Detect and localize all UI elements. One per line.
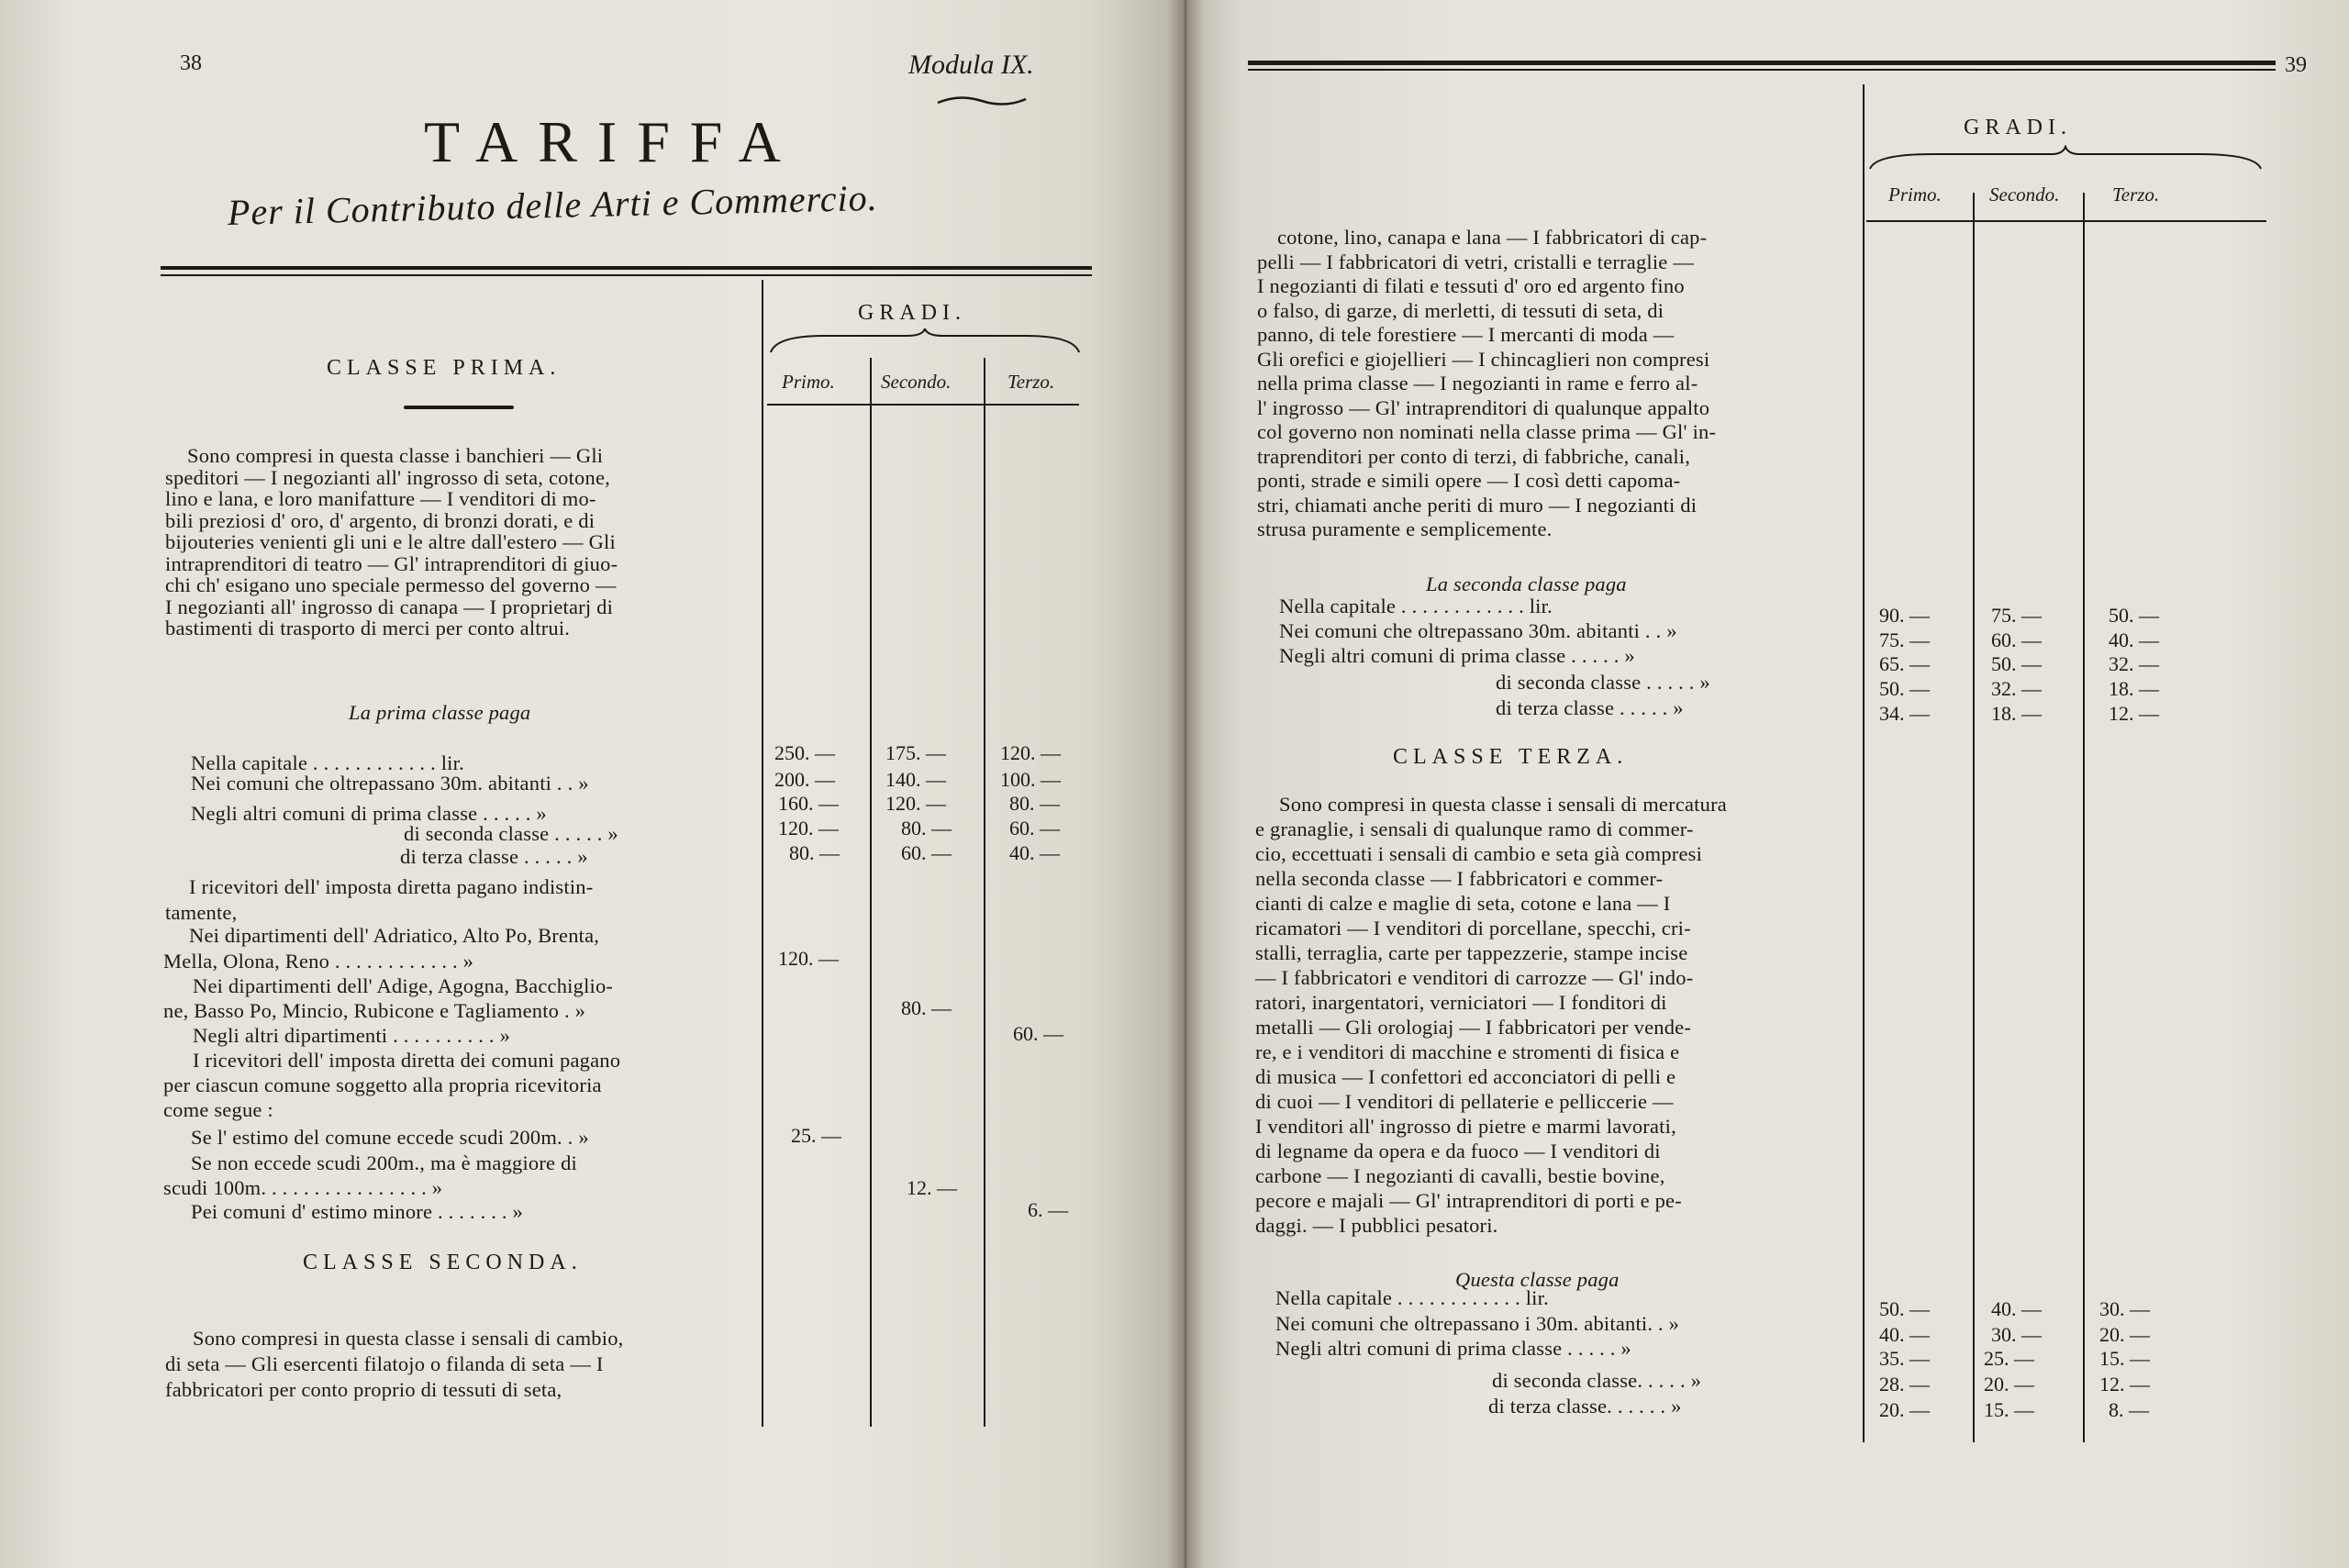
cell-secondo: 140. —	[885, 768, 946, 791]
text-line: traprenditori per conto di terzi, di fabbriche, canali,	[1257, 444, 1691, 468]
cell-secondo: 80. —	[901, 996, 952, 1019]
cell-terzo: 12. —	[2099, 1373, 2150, 1396]
top-rule-thin	[1248, 69, 2276, 71]
text-line: di cuoi — I venditori di pellaterie e pelliccerie —	[1255, 1090, 1674, 1113]
cell-secondo: 175. —	[885, 741, 946, 764]
text-line: l' ingrosso — Gl' intraprenditori di qualunque appalto	[1257, 395, 1710, 419]
cell-secondo: 50. —	[1991, 652, 2042, 675]
cell-primo: 28. —	[1879, 1373, 1930, 1396]
cell-secondo: 30. —	[1991, 1323, 2042, 1346]
seconda-paga-label: La seconda classe paga	[1426, 573, 1627, 595]
dipartimenti-line: Nei dipartimenti dell' Adige, Agogna, Bacchiglio-	[193, 974, 614, 997]
cell-terzo: 12. —	[2109, 702, 2159, 725]
top-rule-thin	[161, 274, 1092, 276]
cell-secondo: 120. —	[885, 792, 946, 815]
cell-secondo: 15. —	[1984, 1398, 2034, 1421]
dipartimenti-line: Negli altri dipartimenti . . . . . . . . . . »	[193, 1024, 511, 1047]
cell-secondo: 20. —	[1984, 1373, 2034, 1396]
cell-primo: 34. —	[1879, 702, 1930, 725]
cell-primo: 160. —	[778, 792, 839, 815]
dipartimenti-line: Nei dipartimenti dell' Adriatico, Alto Po, Brenta,	[189, 924, 600, 947]
row-label: di seconda classe . . . . . »	[404, 822, 618, 845]
dipartimenti-line: ne, Basso Po, Mincio, Rubicone e Tagliamento . »	[163, 999, 586, 1022]
cell-primo: 90. —	[1879, 604, 1930, 627]
text-line: di seta — Gli esercenti filatojo o filanda di seta — I	[165, 1352, 604, 1375]
cell-secondo: 40. —	[1991, 1297, 2042, 1320]
text-line: I negozianti di filati e tessuti d' oro ed argento fino	[1257, 274, 1685, 297]
classe-seconda-heading: CLASSE SECONDA.	[303, 1251, 583, 1274]
text-line: ricamatori — I venditori di porcellane, specchi, cri-	[1255, 917, 1691, 940]
right-page	[1184, 0, 2349, 1568]
text-line: cio, eccettuati i sensali di cambio e seta già compresi	[1255, 842, 1703, 865]
text-line: Sono compresi in questa classe i banchieri — Gli	[187, 444, 604, 467]
text-line: ratori, inargentatori, verniciatori — I fonditori di	[1255, 991, 1667, 1014]
text-line: bijouteries venienti gli uni e le altre dall'estero — Gli	[165, 530, 616, 553]
table-column-divider	[1973, 193, 1975, 1442]
cell-primo: 40. —	[1879, 1323, 1930, 1346]
cell-primo: 80. —	[789, 841, 840, 864]
col-secondo: Secondo.	[1989, 183, 2060, 206]
text-line: chi ch' esigano uno speciale permesso del governo —	[165, 573, 617, 596]
cell-primo: 20. —	[1879, 1398, 1930, 1421]
cell-primo: 65. —	[1879, 652, 1930, 675]
cell-terzo: 50. —	[2109, 604, 2159, 627]
cell-terzo: 8. —	[2109, 1398, 2149, 1421]
row-label: di seconda classe. . . . . »	[1492, 1369, 1702, 1392]
cell-terzo: 60. —	[1013, 1022, 1063, 1045]
col-primo: Primo.	[782, 371, 835, 393]
cell-secondo: 32. —	[1991, 677, 2042, 700]
page-subtitle: Per il Contributo delle Arti e Commercio.	[227, 176, 879, 233]
cell-terzo: 40. —	[1009, 841, 1060, 864]
text-line: di musica — I confettori ed acconciatori di pelli e	[1255, 1065, 1676, 1088]
text-line: carbone — I negozianti di cavalli, bestie bovine,	[1255, 1164, 1665, 1187]
header-swash-ornament	[936, 92, 1028, 110]
cell-primo: 120. —	[778, 817, 839, 840]
row-label: di terza classe. . . . . . »	[1488, 1395, 1682, 1418]
page-title: TARIFFA	[424, 109, 801, 174]
text-line: stri, chiamati anche periti di muro — I negozianti di	[1257, 493, 1698, 517]
text-line: — I fabbricatori e venditori di carrozze — Gl' indo-	[1255, 966, 1694, 989]
table-column-divider	[984, 358, 985, 1427]
row-label: Nei comuni che oltrepassano 30m. abitanti . . »	[191, 772, 589, 795]
text-line: cotone, lino, canapa e lana — I fabbricatori di cap-	[1277, 226, 1708, 249]
estimo-line: Se l' estimo del comune eccede scudi 200m. . »	[191, 1126, 589, 1149]
cell-terzo: 120. —	[1000, 741, 1061, 764]
row-label: Nella capitale . . . . . . . . . . . . lir.	[1279, 595, 1553, 617]
cell-secondo: 25. —	[1984, 1347, 2034, 1370]
top-rule	[161, 266, 1092, 270]
row-label: di terza classe . . . . . »	[1496, 696, 1684, 719]
table-column-divider	[762, 280, 763, 1427]
text-line: stalli, terraglia, carte per tappezzerie, stampe incise	[1255, 941, 1688, 964]
text-line: I venditori all' ingrosso di pietre e marmi lavorati,	[1255, 1115, 1676, 1138]
cell-terzo: 100. —	[1000, 768, 1061, 791]
cell-terzo: 15. —	[2099, 1347, 2150, 1370]
cell-secondo: 18. —	[1991, 702, 2042, 725]
cell-primo: 25. —	[791, 1124, 841, 1147]
text-line: bili preziosi d' oro, d' argento, di bronzi dorati, e di	[165, 508, 596, 532]
prima-paga-label: La prima classe paga	[349, 701, 531, 724]
text-line: Sono compresi in questa classe i sensali di mercatura	[1279, 793, 1727, 816]
text-line: e granaglie, i sensali di qualunque ramo di commer-	[1255, 817, 1694, 840]
header-underline	[1866, 220, 2266, 222]
text-line: pecore e majali — Gl' intraprenditori di porti e pe-	[1255, 1189, 1682, 1212]
grades-bracket	[769, 328, 1081, 356]
text-line: fabbricatori per conto proprio di tessuti di seta,	[165, 1378, 562, 1401]
ricevitori-line: tamente,	[165, 901, 238, 924]
text-line: nella seconda classe — I fabbricatori e commer-	[1255, 867, 1664, 890]
cell-primo: 50. —	[1879, 677, 1930, 700]
ricevitori-comuni-line: come segue :	[163, 1098, 273, 1121]
text-line: lino e lana, e loro manifatture — I venditori di mo-	[165, 487, 596, 510]
cell-primo: 200. —	[774, 768, 835, 791]
ricevitori-line: I ricevitori dell' imposta diretta pagano indistin-	[189, 875, 594, 898]
cell-terzo: 30. —	[2099, 1297, 2150, 1320]
row-label: Nella capitale . . . . . . . . . . . . lir.	[191, 751, 464, 774]
text-line: o falso, di garze, di merletti, di tessuti di seta, di	[1257, 298, 1664, 322]
table-column-divider	[870, 358, 872, 1427]
grades-header: GRADI.	[1964, 116, 2072, 139]
grades-header: GRADI.	[858, 301, 966, 325]
ricevitori-comuni-line: I ricevitori dell' imposta diretta dei comuni pagano	[193, 1049, 621, 1072]
cell-secondo: 12. —	[907, 1176, 957, 1199]
text-line: ponti, strade e simili opere — I così detti capoma-	[1257, 469, 1681, 492]
row-label: Nei comuni che oltrepassano 30m. abitanti . . »	[1279, 619, 1677, 642]
text-line: speditori — I negozianti all' ingrosso di seta, cotone,	[165, 465, 610, 489]
book-gutter	[1167, 0, 1204, 1568]
estimo-line: Pei comuni d' estimo minore . . . . . . . »	[191, 1200, 523, 1223]
cell-primo: 250. —	[774, 741, 835, 764]
text-line: col governo non nominati nella classe prima — Gl' in-	[1257, 420, 1717, 443]
table-column-divider	[1863, 84, 1865, 1442]
cell-primo: 75. —	[1879, 628, 1930, 651]
row-label: Negli altri comuni di prima classe . . . . . »	[191, 802, 547, 825]
text-line: pelli — I fabbricatori di vetri, cristalli e terraglie —	[1257, 250, 1695, 273]
estimo-line: Se non eccede scudi 200m., ma è maggiore di	[191, 1151, 577, 1174]
text-line: daggi. — I pubblici pesatori.	[1255, 1214, 1498, 1237]
classe-prima-heading: CLASSE PRIMA.	[327, 356, 562, 380]
text-line: Sono compresi in questa classe i sensali di cambio,	[193, 1327, 624, 1350]
row-label: Negli altri comuni di prima classe . . . . . »	[1275, 1337, 1631, 1360]
continued-text-block	[1257, 228, 1716, 544]
cell-terzo: 60. —	[1009, 817, 1060, 840]
col-secondo: Secondo.	[881, 371, 952, 393]
heading-dash	[404, 406, 514, 409]
header-underline	[767, 404, 1079, 406]
dipartimenti-line: Mella, Olona, Reno . . . . . . . . . . . . »	[163, 950, 474, 973]
seconda-text-block	[165, 1329, 623, 1406]
text-line: bastimenti di trasporto di merci per conto altrui.	[165, 617, 571, 639]
cell-secondo: 75. —	[1991, 604, 2042, 627]
text-line: cianti di calze e maglie di seta, cotone e lana — I	[1255, 892, 1671, 915]
page-number: 39	[2285, 53, 2307, 77]
prima-text-block	[165, 446, 618, 640]
text-line: metalli — Gli orologiaj — I fabbricatori per vende-	[1255, 1016, 1692, 1039]
row-label: di seconda classe . . . . . »	[1496, 671, 1710, 694]
cell-primo: 35. —	[1879, 1347, 1930, 1370]
cell-primo: 50. —	[1879, 1297, 1930, 1320]
text-line: I negozianti all' ingrosso di canapa — I proprietarj di	[165, 595, 614, 618]
page-number: 38	[180, 51, 202, 75]
col-terzo: Terzo.	[2112, 183, 2160, 206]
cell-terzo: 32. —	[2109, 652, 2159, 675]
text-line: intraprenditori di teatro — Gl' intraprenditori di giuo-	[165, 551, 618, 575]
cell-terzo: 80. —	[1009, 792, 1060, 815]
row-label: Negli altri comuni di prima classe . . . . . »	[1279, 644, 1635, 667]
col-primo: Primo.	[1888, 183, 1942, 206]
cell-terzo: 40. —	[2109, 628, 2159, 651]
text-line: di legname da opera e da fuoco — I venditori di	[1255, 1140, 1661, 1162]
row-label: Nei comuni che oltrepassano i 30m. abitanti. . »	[1275, 1312, 1680, 1335]
estimo-line: scudi 100m. . . . . . . . . . . . . . . . »	[163, 1176, 443, 1199]
top-rule	[1248, 61, 2276, 65]
cell-secondo: 80. —	[901, 817, 952, 840]
text-line: re, e i venditori di macchine e stromenti di fisica e	[1255, 1040, 1680, 1063]
cell-primo: 120. —	[778, 947, 839, 970]
col-terzo: Terzo.	[1008, 371, 1055, 393]
ricevitori-comuni-line: per ciascun comune soggetto alla propria ricevitoria	[163, 1073, 602, 1096]
cell-terzo: 18. —	[2109, 677, 2159, 700]
text-line: strusa puramente e semplicemente.	[1257, 517, 1553, 540]
row-label: Nella capitale . . . . . . . . . . . . lir.	[1275, 1286, 1549, 1309]
cell-secondo: 60. —	[901, 841, 952, 864]
classe-terza-heading: CLASSE TERZA.	[1393, 745, 1629, 769]
grades-bracket	[1868, 145, 2263, 172]
terza-text-block	[1255, 795, 1727, 1240]
text-line: panno, di tele forestiere — I mercanti di moda —	[1257, 323, 1675, 346]
text-line: nella prima classe — I negozianti in rame e ferro al-	[1257, 372, 1698, 395]
cell-secondo: 60. —	[1991, 628, 2042, 651]
cell-terzo: 20. —	[2099, 1323, 2150, 1346]
table-column-divider	[2083, 193, 2085, 1442]
row-label: di terza classe . . . . . »	[400, 845, 588, 868]
module-header: Modula IX.	[908, 50, 1034, 80]
cell-terzo: 6. —	[1028, 1198, 1068, 1221]
text-line: Gli orefici e giojellieri — I chincaglieri non compresi	[1257, 347, 1710, 371]
terza-paga-label: Questa classe paga	[1455, 1268, 1620, 1291]
